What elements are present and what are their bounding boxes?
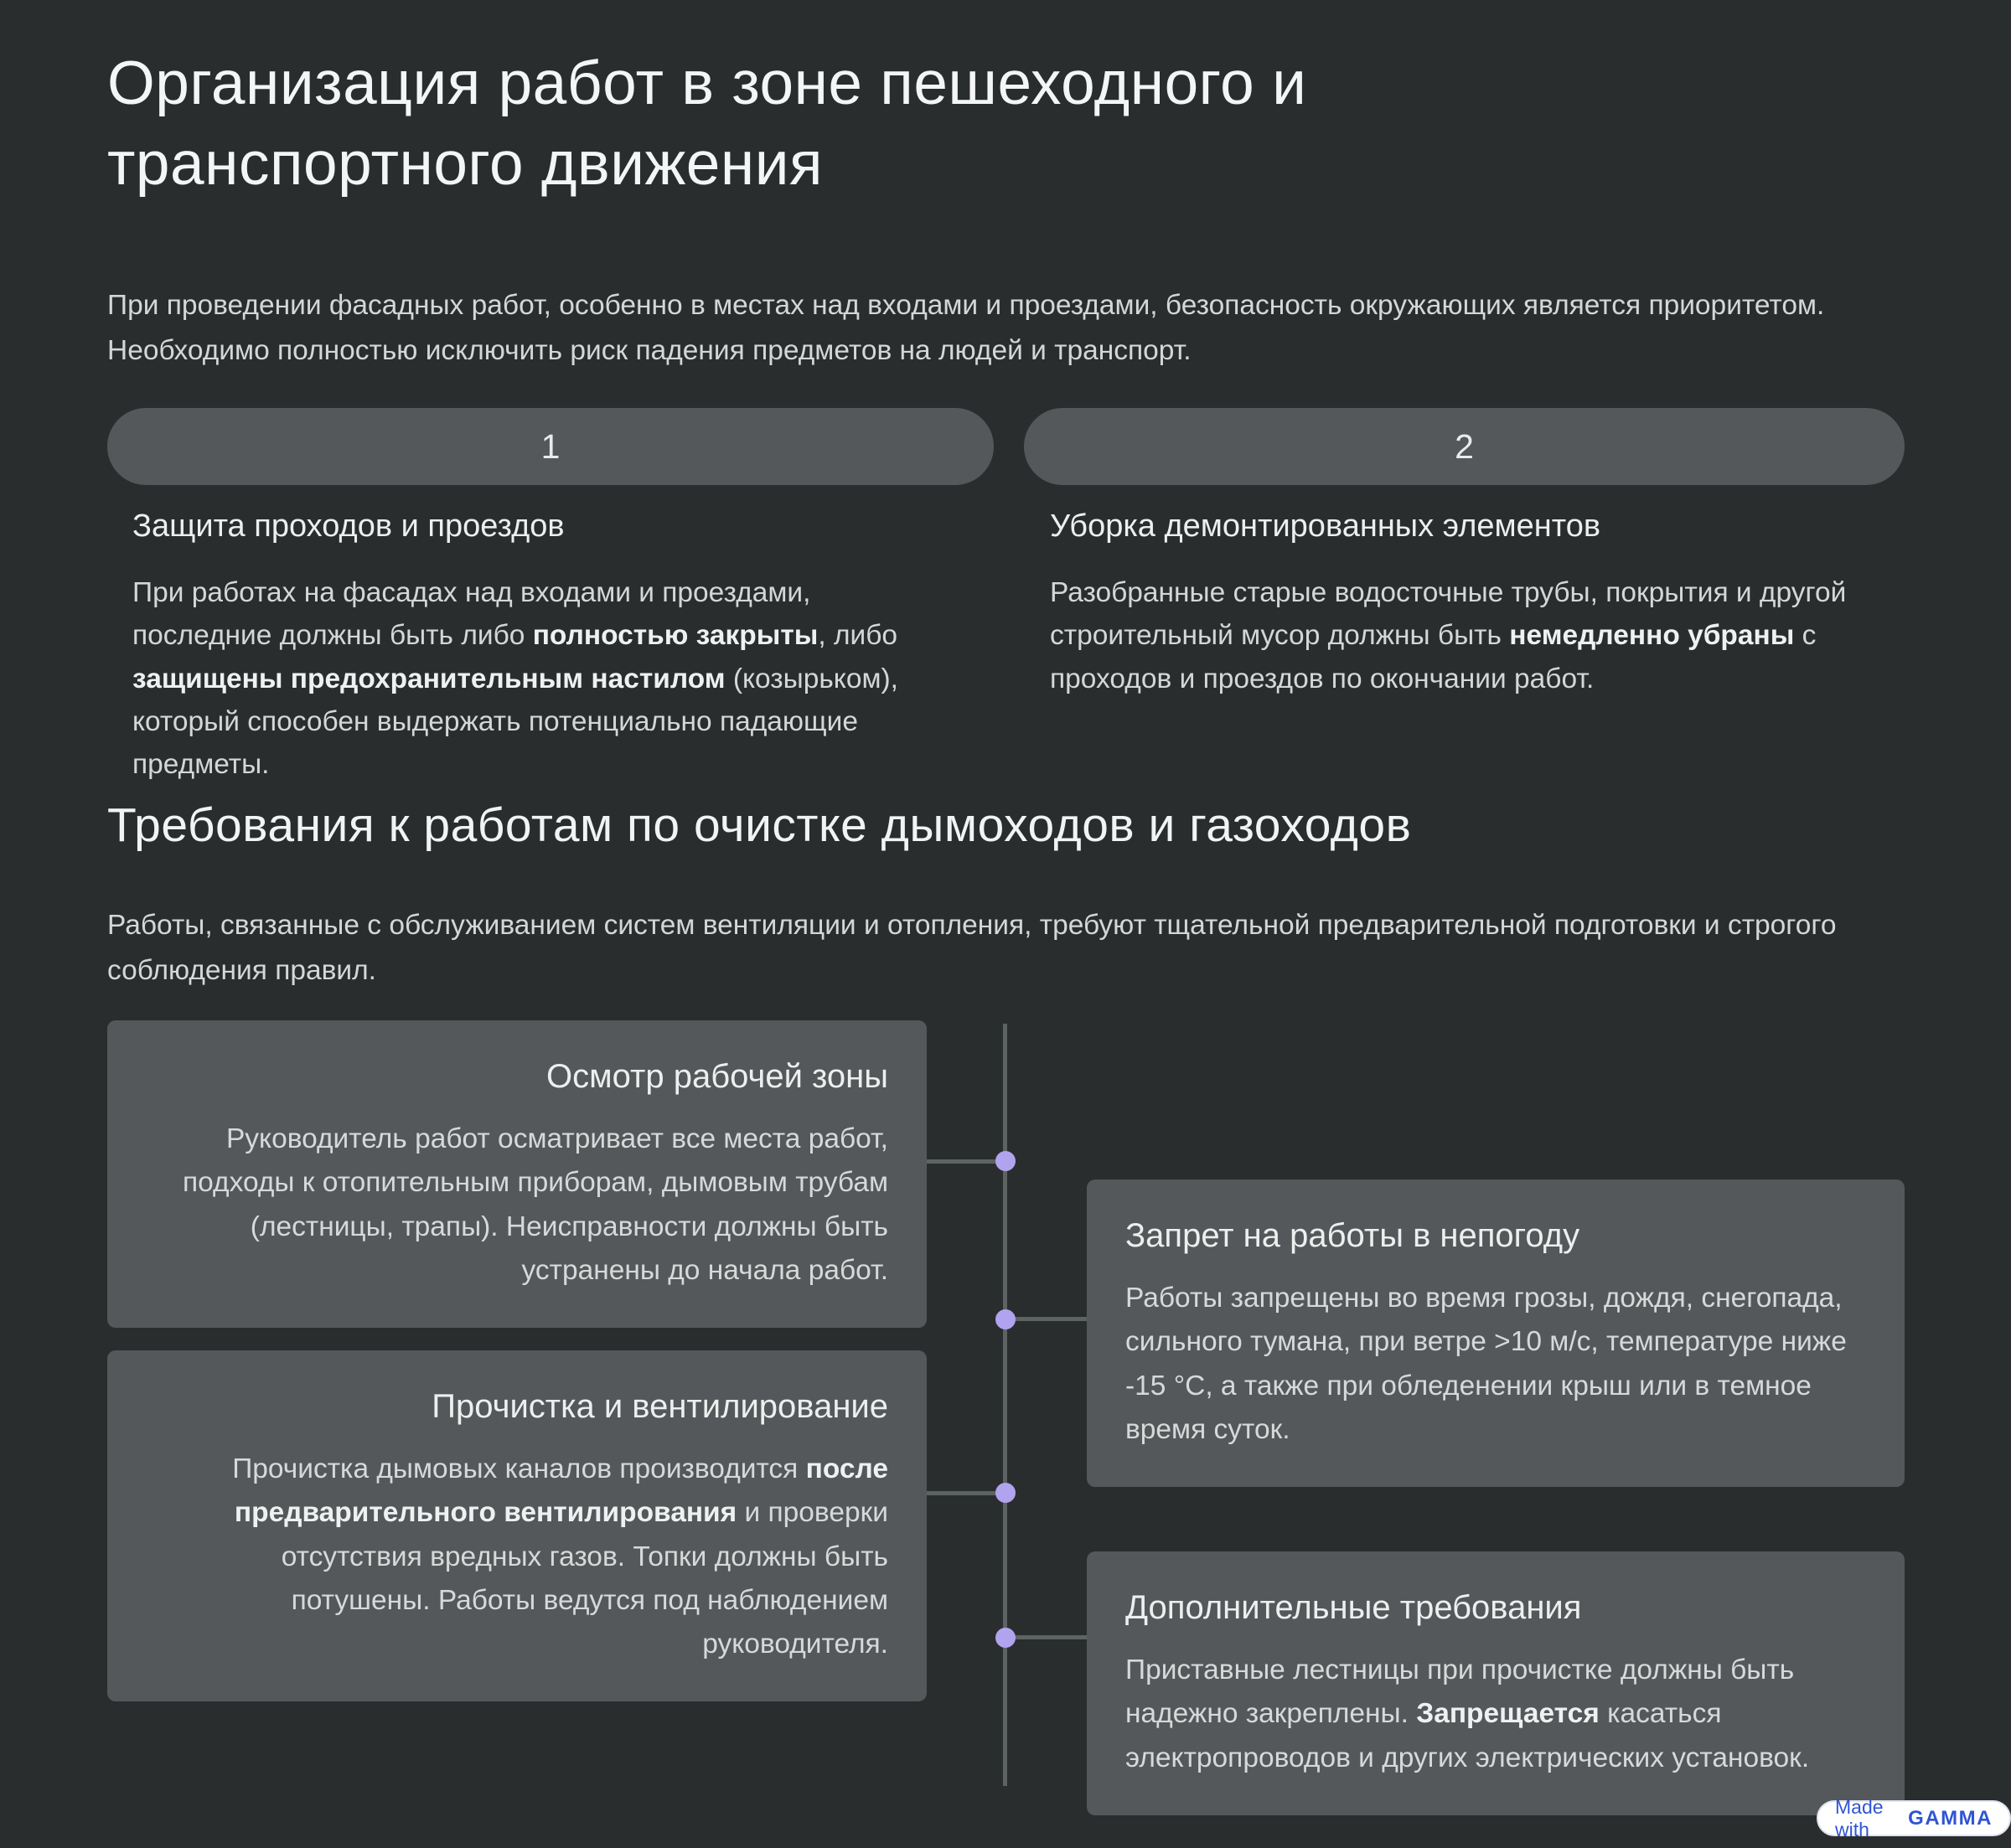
step-2-heading: Уборка демонтированных элементов — [1050, 508, 1601, 544]
step-1-pill — [107, 408, 994, 485]
step-1-heading: Защита проходов и проездов — [132, 508, 565, 544]
timeline-card-inspection — [107, 1020, 927, 1328]
intro-text: При проведении фасадных работ, особенно в местах над входами и проездами, безопасность окружающих является приоритетом. Необходимо полностью исключить риск падения предметов на людей и транспорт. — [107, 290, 1825, 366]
card-body: Прочистка дымовых каналов производится после предварительного вентилирования и проверки отсутствия вредных газов. Топки должны быть потушены. Работы ведутся под наблюдением руководителя. — [232, 1453, 888, 1660]
timeline-dot-2 — [995, 1309, 1016, 1329]
timeline-dot-1 — [995, 1151, 1016, 1171]
timeline-dot-4 — [995, 1628, 1016, 1648]
card-body: Работы запрещены во время грозы, дождя, снегопада, сильного тумана, при ветре >10 м/с, температуре ниже -15 °C, а также при обледенении крыш или в темное время суток. — [1125, 1283, 1847, 1445]
step-2-body: Разобранные старые водосточные трубы, покрытия и другой строительный мусор должны быть немедленно убраны с проходов и проездов по окончании работ. — [1050, 577, 1847, 694]
step-1-body: При работах на фасадах над входами и проездами, последние должны быть либо полностью закрыты, либо защищены предохранительным настилом (козырьком), который способен выдержать потенциально падающие предметы. — [132, 577, 898, 780]
timeline-card-weather-ban — [1087, 1180, 1905, 1487]
card-body: Руководитель работ осматривает все места работ, подходы к отопительным приборам, дымовым трубам (лестницы, трапы). Неисправности должны быть устранены до начала работ. — [182, 1123, 888, 1286]
timeline-spine — [1003, 1024, 1007, 1786]
card-title: Запрет на работы в непогоду — [1125, 1217, 1580, 1254]
timeline-card-cleaning — [107, 1350, 927, 1701]
timeline-dot-3 — [995, 1483, 1016, 1503]
timeline-card-additional — [1087, 1551, 1905, 1815]
timeline-connector-4 — [1006, 1635, 1087, 1639]
timeline-connector-3 — [927, 1491, 1006, 1495]
timeline-connector-1 — [927, 1159, 1006, 1164]
card-title: Дополнительные требования — [1125, 1589, 1582, 1626]
timeline-connector-2 — [1006, 1317, 1087, 1321]
step-2-number: 2 — [1455, 426, 1474, 466]
page-title: Организация работ в зоне пешеходного и транспортного движения — [107, 49, 1307, 199]
step-1-number: 1 — [540, 426, 561, 466]
made-with-gamma-badge[interactable] — [1817, 1795, 2011, 1840]
section-title: Требования к работам по очистке дымоходов и газоходов — [107, 798, 1412, 852]
card-title: Осмотр рабочей зоны — [546, 1058, 888, 1095]
card-title: Прочистка и вентилирование — [432, 1388, 888, 1425]
section-intro: Работы, связанные с обслуживанием систем вентиляции и отопления, требуют тщательной предварительной подготовки и строгого соблюдения правил. — [107, 910, 1837, 986]
gamma-logo-text: GAMMA — [1908, 1806, 1993, 1830]
badge-prefix-label: Made with — [1835, 1795, 1884, 1840]
card-body: Приставные лестницы при прочистке должны быть надежно закреплены. Запрещается касаться электропроводов и других электрических установок. — [1125, 1654, 1810, 1773]
step-2-pill — [1024, 408, 1905, 485]
